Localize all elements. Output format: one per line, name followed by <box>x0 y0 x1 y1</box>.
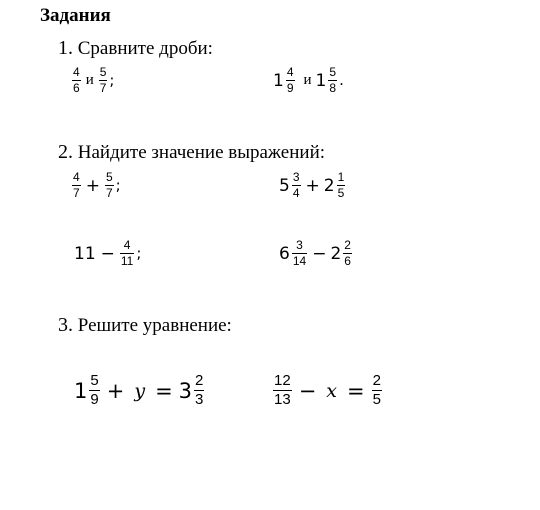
denominator: 7 <box>105 186 113 200</box>
denominator: 13 <box>274 391 291 408</box>
task-1-expression-a <box>71 66 114 95</box>
equals-sign: = <box>155 378 173 403</box>
numerator: 4 <box>73 170 80 184</box>
task-2-expression-b <box>279 171 346 200</box>
whole-part: 1 <box>273 70 284 91</box>
denominator: 14 <box>292 254 307 268</box>
minus-operator: − <box>100 243 115 264</box>
equals-sign: = <box>347 378 365 403</box>
conjunction: и <box>85 72 94 88</box>
minus-operator: − <box>312 243 327 264</box>
fraction <box>120 239 134 268</box>
denominator: 8 <box>329 81 337 95</box>
task-3-text: Решите уравнение: <box>77 315 232 336</box>
punctuation: . <box>339 71 344 89</box>
whole-part: 2 <box>330 243 342 264</box>
punctuation: ; <box>136 244 142 262</box>
variable: y <box>134 379 146 402</box>
whole-part: 1 <box>315 70 327 91</box>
fraction <box>105 171 114 200</box>
numerator: 12 <box>274 372 291 389</box>
fraction <box>292 171 301 200</box>
numerator: 3 <box>292 170 300 184</box>
whole-part: 6 <box>279 243 290 264</box>
punctuation: ; <box>115 176 121 194</box>
denominator: 7 <box>73 186 80 200</box>
task-2-expression-d <box>279 239 353 268</box>
numerator: 4 <box>123 238 131 252</box>
fraction <box>343 239 352 268</box>
variable: x <box>326 379 338 402</box>
denominator: 4 <box>292 186 300 200</box>
denominator: 9 <box>90 391 99 408</box>
denominator: 6 <box>73 81 80 95</box>
denominator: 5 <box>372 391 381 408</box>
whole-part: 3 <box>178 378 193 403</box>
task-2-text: Найдите значение выражений: <box>77 142 326 163</box>
denominator: 5 <box>337 186 345 200</box>
task-3-equation-a <box>74 373 205 408</box>
task-1-expression-b <box>273 66 344 95</box>
numerator: 5 <box>99 65 107 79</box>
denominator: 9 <box>286 81 294 95</box>
fraction <box>328 66 337 95</box>
numerator: 3 <box>296 238 303 252</box>
task-2-number: 2. <box>58 141 73 163</box>
denominator: 6 <box>344 254 351 268</box>
fraction <box>72 171 81 200</box>
denominator: 11 <box>120 254 134 268</box>
numerator: 4 <box>286 65 294 79</box>
denominator: 3 <box>195 391 204 408</box>
numerator: 2 <box>344 238 351 252</box>
fraction <box>286 66 295 95</box>
denominator: 7 <box>99 81 107 95</box>
fraction <box>99 66 108 95</box>
punctuation: ; <box>109 71 115 89</box>
numerator: 2 <box>195 372 204 389</box>
fraction <box>72 66 81 95</box>
whole-part: 5 <box>279 175 290 196</box>
task-2-heading <box>58 141 325 164</box>
fraction <box>273 373 292 408</box>
fraction <box>194 373 204 408</box>
numerator: 5 <box>329 65 337 79</box>
minus-operator: − <box>298 378 317 403</box>
numerator: 4 <box>73 65 80 79</box>
task-1-heading <box>58 37 213 60</box>
task-3-heading <box>58 314 232 337</box>
plus-operator: + <box>305 175 320 196</box>
numerator: 5 <box>105 170 113 184</box>
whole-part: 2 <box>323 175 335 196</box>
task-2-expression-a <box>71 171 121 200</box>
fraction <box>292 239 307 268</box>
fraction <box>89 373 99 408</box>
conjunction: и <box>303 72 312 88</box>
fraction <box>337 171 346 200</box>
plus-operator: + <box>106 378 125 403</box>
task-1-number: 1. <box>58 37 73 59</box>
numerator: 5 <box>90 372 99 389</box>
plus-operator: + <box>85 175 100 196</box>
task-2-expression-c <box>74 239 141 268</box>
fraction <box>372 373 382 408</box>
task-1-text: Сравните дроби: <box>77 38 213 59</box>
task-3-equation-b <box>272 373 383 408</box>
task-3-number: 3. <box>58 314 73 336</box>
numerator: 1 <box>337 170 345 184</box>
whole-part: 1 <box>74 378 88 403</box>
page-title: Задания <box>40 5 111 26</box>
numerator: 2 <box>372 372 381 389</box>
whole-part: 11 <box>74 243 96 264</box>
